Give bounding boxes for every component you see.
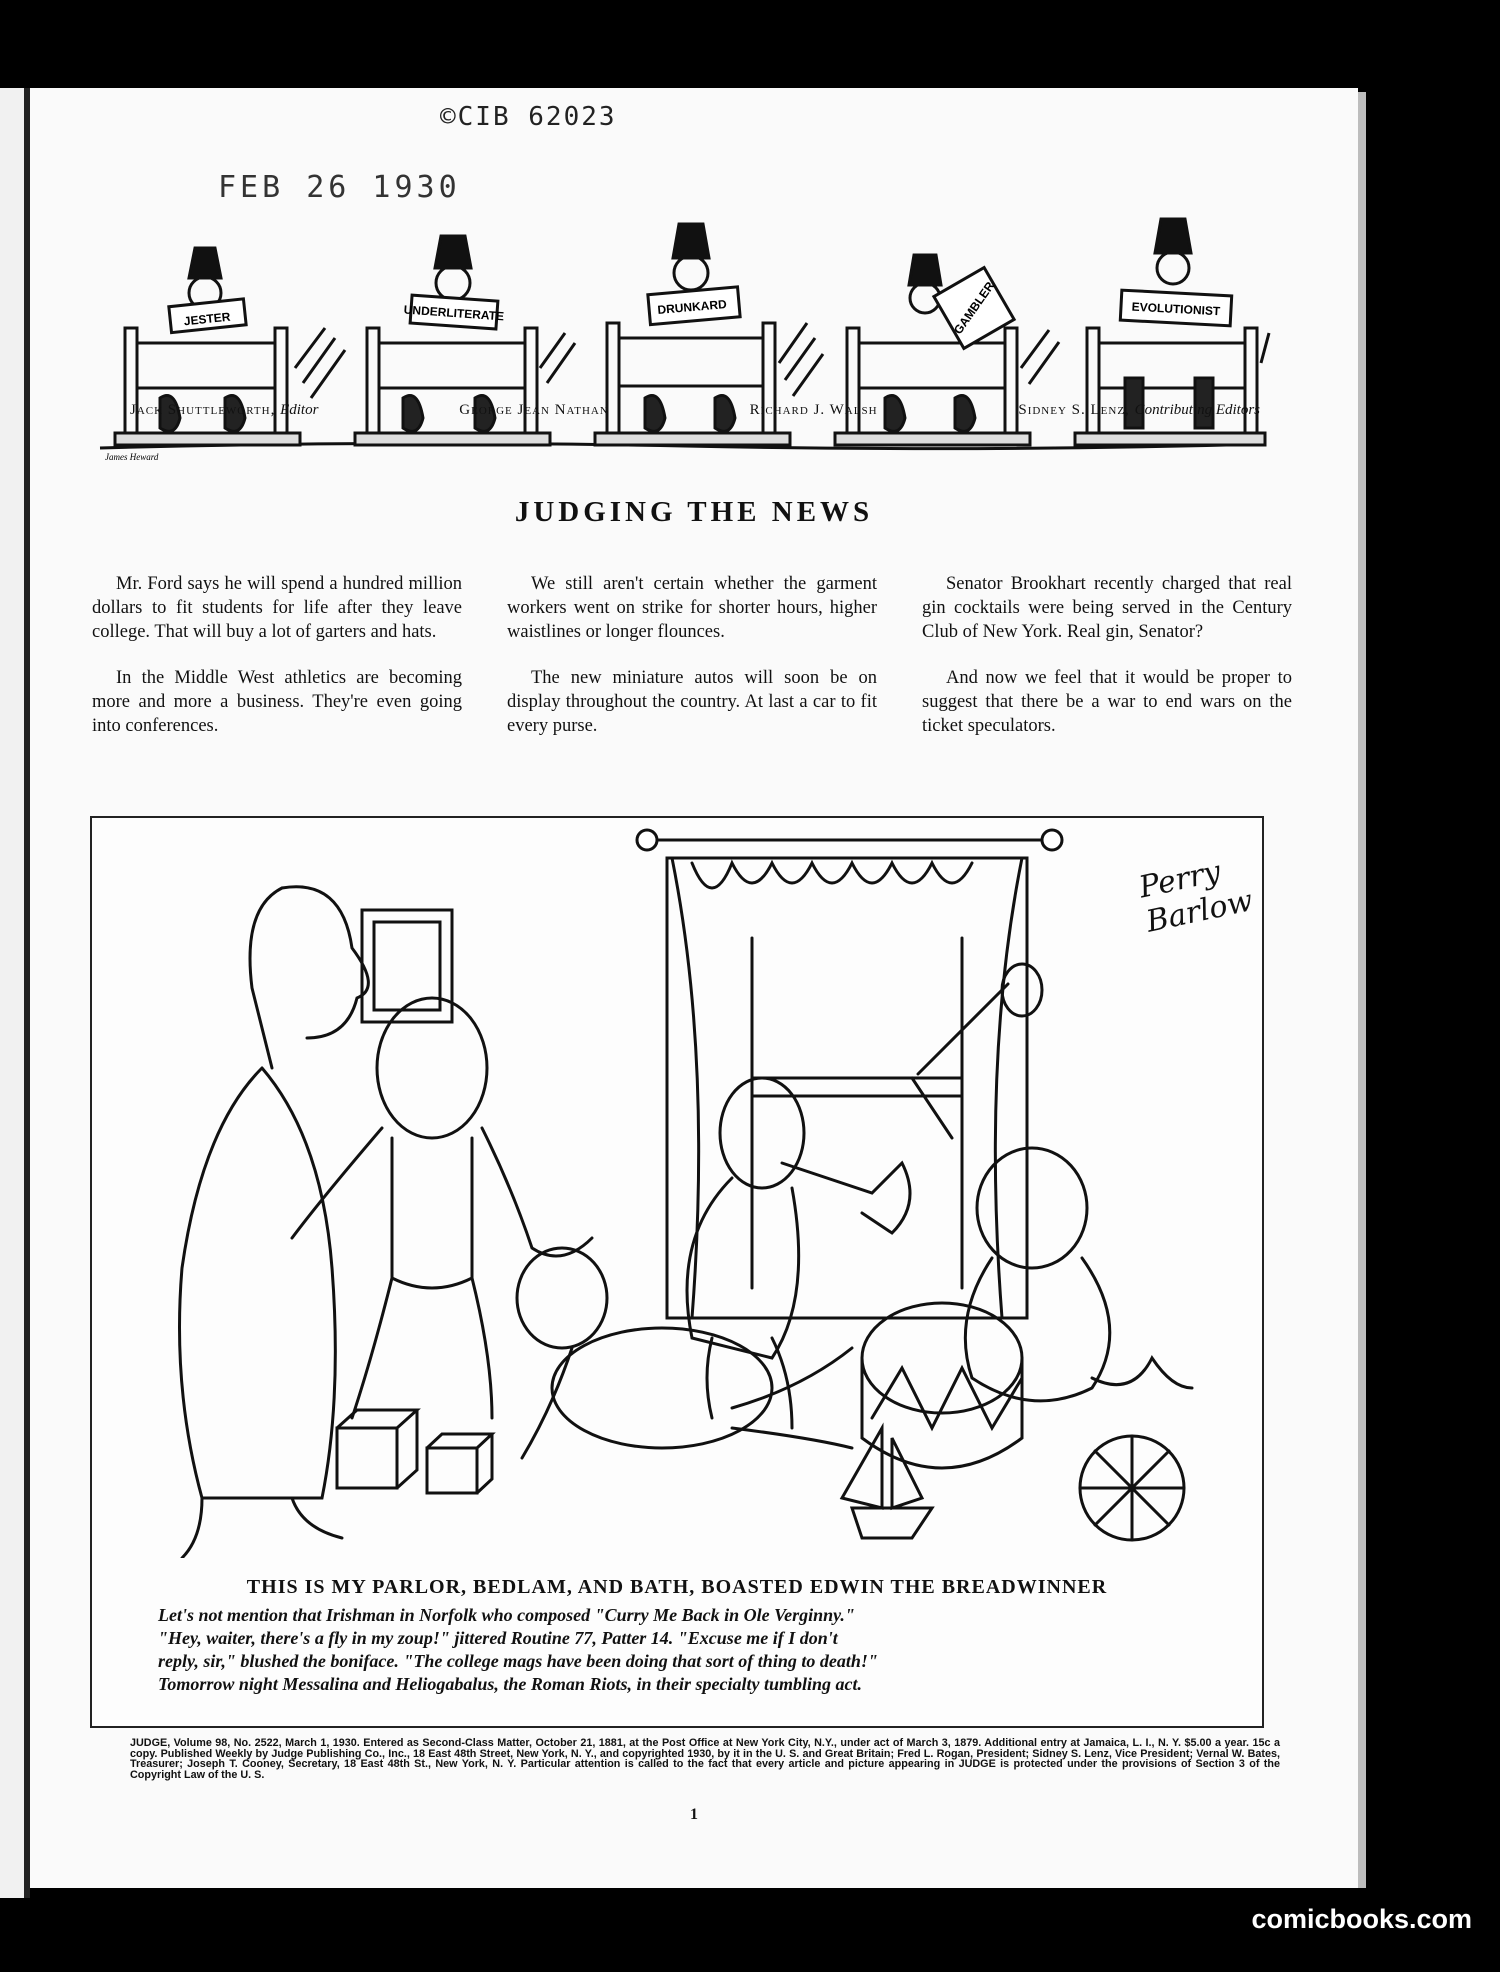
paragraph: We still aren't certain whether the garment workers went on strike for shorter hours, higher waistlines or longer flounces. [507,574,877,642]
copyright-stamp: ©CIB 62023 [440,102,617,132]
paragraph: And now we feel that it would be proper to suggest that there be a war to end wars on the ticket speculators. [922,668,1292,736]
editor-4: Sidney S. Lenz, Contributing Editors [1018,402,1260,418]
crawling-child [517,1248,852,1458]
pillory-drawing [85,148,1275,468]
cartoon-panel [90,816,1264,1728]
section-title: JUDGING THE NEWS [514,496,874,528]
right-page-edge [1358,92,1366,1888]
toy-blocks [337,1410,492,1493]
column-1 [92,572,462,760]
drummer-boy [912,964,1192,1401]
toy-sailboat [842,1428,932,1538]
vest-man [292,998,592,1418]
paragraph: Mr. Ford says he will spend a hundred million dollars to fit students for life after they leave college. That will buy a lot of garters and hats. [92,574,462,642]
paragraph: Senator Brookhart recently charged that real gin cocktails were being served in the Century Club of New York. Real gin, Senator? [922,574,1292,642]
editor-1: Jack Shuttleworth, Editor [130,402,319,418]
publication-notice: JUDGE, Volume 98, No. 2522, March 1, 1930. Entered as Second-Class Matter, October 21, 1881, at the Post Office at New York City, N.Y., under act of March 3, 1879. Additional entry at Jamaica, L. I., N. Y. $5.00 a year. 15c a copy. Published Weekly by Judge Publishing Co., Inc., 18 East 48th Street, New York, N. Y., and copyrighted 1930, by it in the U. S. and Great Britain; Fred L. Rogan, President; Sidney S. Lenz, Vice President; Vernal W. Bates, Treasurer; Joseph T. Cooney, Secretary, 18 East 48th St., New York, N. Y. Particular attention is called to the fact that every article and picture appearing in JUDGE is protected under the provisions of Section 3 of the Copyright Law of the U. S. [130,1737,1280,1781]
editors-line [130,402,1260,419]
caption-line: "Hey, waiter, there's a fly in my zoup!" jittered Routine 77, Patter 14. "Excuse me if I don't [158,1628,838,1648]
left-page-edge [0,88,30,1898]
masthead-illustration [85,148,1275,468]
news-columns [92,572,1292,760]
sign-jester: JESTER [183,309,232,329]
editor-2: George Jean Nathan [459,402,609,418]
paragraph: In the Middle West athletics are becoming more and more a business. They're even going into conferences. [92,668,462,736]
column-2 [507,572,877,760]
sign-gambler: GAMBLER [950,279,998,337]
sign-underliterate: UNDERLITERATE [403,302,505,324]
masthead-artist-signature: James Heward [105,452,159,462]
toy-ball [1080,1436,1184,1540]
horn-boy [687,1078,910,1428]
cartoon-caption-title: THIS IS MY PARLOR, BEDLAM, AND BATH, BOASTED EDWIN THE BREADWINNER [246,1576,1108,1598]
paragraph: The new miniature autos will soon be on display throughout the country. At last a car to fit every purse. [507,668,877,736]
cartoon-caption-body [158,1604,1198,1696]
caption-line: reply, sir," blushed the boniface. "The college mags have been doing that sort of thing to death!" [158,1651,878,1671]
magazine-page [30,88,1358,1888]
column-3 [922,572,1292,760]
caption-line: Tomorrow night Messalina and Heliogabalus, the Roman Riots, in their specialty tumbling act. [158,1674,862,1694]
window [637,830,1062,1318]
site-watermark: comicbooks.com [1251,1904,1472,1934]
page-number: 1 [690,1806,698,1823]
sign-drunkard: DRUNKARD [656,297,728,317]
cartoon-drawing [92,818,1262,1558]
date-stamp: FEB 26 1930 [218,170,461,205]
tall-man [180,887,369,1558]
drum [862,1303,1022,1468]
caption-line: Let's not mention that Irishman in Norfolk who composed "Curry Me Back in Ole Verginny." [158,1605,855,1625]
editor-3: Richard J. Walsh [749,402,878,418]
cartoonist-signature: Perry Barlow [1136,854,1256,940]
sign-evolutionist: EVOLUTIONIST [1131,299,1221,319]
